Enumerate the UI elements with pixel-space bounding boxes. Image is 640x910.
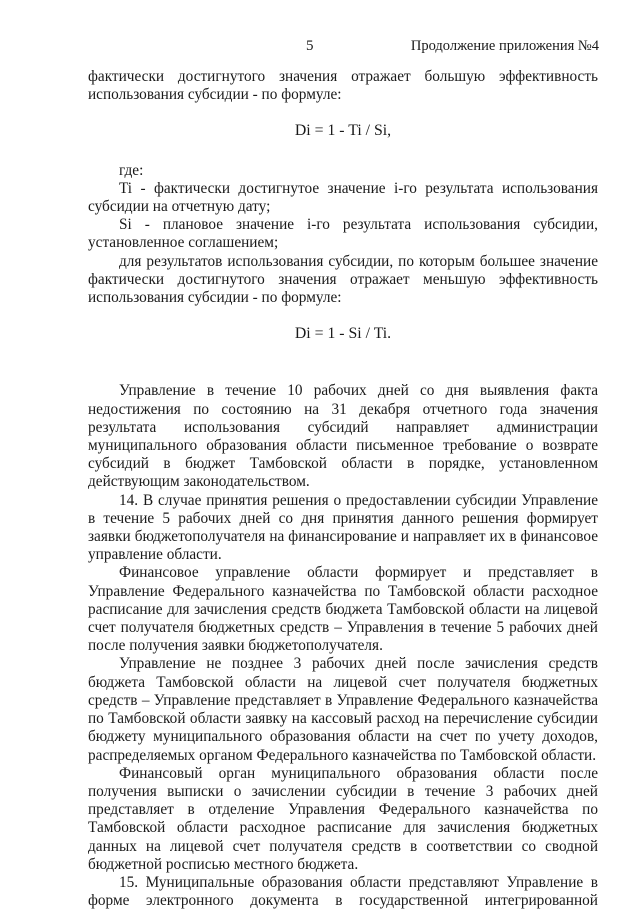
where-label: где:: [119, 161, 144, 179]
page-number: 5: [306, 38, 314, 54]
formula-2: Di = 1 - Si / Ti.: [294, 325, 392, 343]
paragraph-refund-requirement: Управление в течение 10 рабочих дней со дня выявления факта недостижения по состоянию на 31 декабря отчетного года значения результата использования субсидий направляет администрации муниципального образования области письменное требование о возврате субсидий в бюджет Тамбовской области в порядке, установленном действующим законодательством.: [88, 382, 598, 491]
paragraph-reverse-results: для результатов использования субсидии, по которым большее значение фактически достигнутого значения отражает меньшую эффективность использования субсидии - по формуле:: [88, 252, 598, 307]
ti-definition: Ti - фактически достигнутое значение i-го результата использования субсидии на отчетную дату;: [88, 179, 598, 216]
spacer: [88, 364, 598, 382]
si-definition: Si - плановое значение i-го результата использования субсидии, установленное соглашением;: [88, 216, 598, 252]
formula-1: Di = 1 - Ti / Si,: [294, 122, 392, 140]
paragraph-15: 15. Муниципальные образования области представляют Управление в форме электронного документа в государственной интегрированной: [88, 873, 598, 910]
paragraph-14: 14. В случае принятия решения о предоставлении субсидии Управление в течение 5 рабочих дней со дня принятия данного решения формирует заявки бюджетополучателя на финансирование и направляет их в финансовое управление области.: [88, 491, 598, 564]
running-header: Продолжение приложения №4: [410, 38, 599, 54]
paragraph-administration: Управление не позднее 3 рабочих дней после зачисления средств бюджета Тамбовской области на лицевой счет получателя бюджетных средств – Управление представляет в Управление Федерального казначейства по Тамбовской области заявку на кассовый расход на перечисление субсидии бюджету муниципального образования области на счет по учету доходов, распределяемых органом Федерального казначейства по Тамбовской области.: [88, 655, 598, 764]
paragraph-finance-department: Финансовое управление области формирует и представляет в Управление Федерального казначейства по Тамбовской области расходное расписание для зачисления средств бюджета Тамбовской области на лицевой счет получателя бюджетных средств – Управления в течение 5 рабочих дней после получения заявки бюджетополучателя.: [88, 564, 598, 655]
paragraph-continued: фактически достигнутого значения отражает большую эффективность использования субсидии - по формуле:: [88, 68, 598, 104]
paragraph-municipal-finance: Финансовый орган муниципального образования области после получения выписки о зачислении субсидии в течение 3 рабочих дней представляет в отделение Управления Федерального казначейства по Тамбовской области расходное расписание для зачисления бюджетных данных на лицевой счет получателя средств в соответствии со сводной бюджетной росписью местного бюджета.: [88, 764, 598, 873]
document-body: [88, 68, 598, 910]
